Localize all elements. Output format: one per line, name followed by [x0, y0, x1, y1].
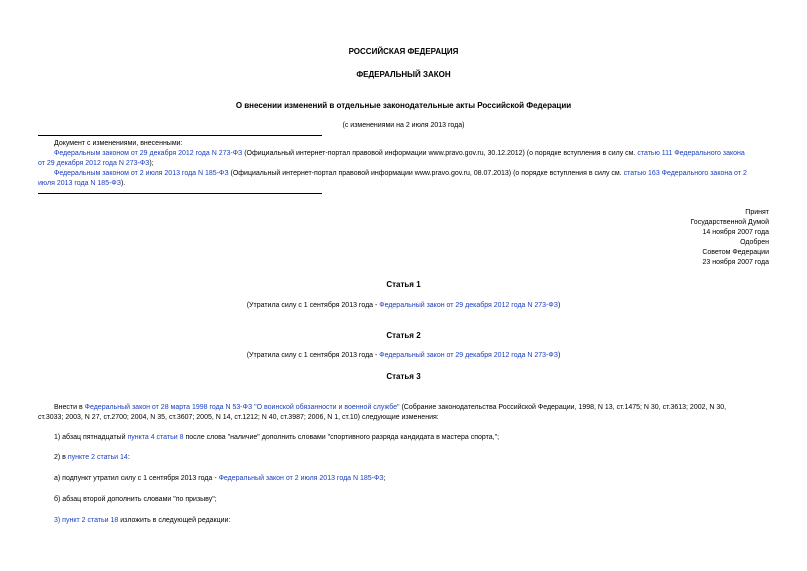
- change-2-text: (Официальный интернет-портал правовой информации www.pravo.gov.ru, 08.07.2013) (о порядке вступления в силу см.: [228, 170, 624, 177]
- article-3-p1-pre: Внести в: [54, 404, 85, 411]
- article-3-heading: Статья 3: [386, 372, 421, 381]
- article-2-text: [0, 351, 807, 361]
- bottom-divider: [38, 193, 322, 194]
- adoption-line-2: Государственной Думой: [690, 219, 769, 226]
- item-1-link[interactable]: пункта 4 статьи 8: [127, 434, 184, 441]
- changes-intro: Документ с изменениями, внесенными:: [54, 140, 183, 147]
- item-5-post: изложить в следующей редакции:: [118, 517, 231, 524]
- change-2-article-link-cont[interactable]: июля 2013 года N 185-ФЗ: [38, 180, 121, 187]
- change-item-2-cont: [38, 179, 125, 189]
- change-1-article-link-cont[interactable]: от 29 декабря 2012 года N 273-ФЗ: [38, 160, 150, 167]
- article-2-post: ): [557, 352, 561, 359]
- change-item-1-cont: [38, 159, 154, 169]
- item-2-link[interactable]: пункте 2 статьи 14: [67, 454, 128, 461]
- item-3-pre: а) подпункт утратил силу с 1 сентября 2013 года -: [54, 475, 219, 482]
- country-heading: РОССИЙСКАЯ ФЕДЕРАЦИЯ: [348, 47, 459, 56]
- article-3-paragraph-1-cont: ст.3033; 2003, N 27, ст.2700; 2004, N 35, ст.3607; 2005, N 14, ст.1212; N 40, ст.3987; 2006, N 1, ст.10) следующие изменения:: [38, 414, 439, 421]
- article-3-item-3: [54, 474, 386, 484]
- change-1-text: (Официальный интернет-портал правовой информации www.pravo.gov.ru, 30.12.2012) (о порядке вступления в силу см.: [242, 150, 638, 157]
- adoption-block: [569, 208, 769, 268]
- item-3-post: ;: [383, 475, 386, 482]
- article-3-item-2: [54, 453, 130, 463]
- item-1-pre: 1) абзац пятнадцатый: [54, 434, 128, 441]
- adoption-line-1: Принят: [745, 209, 769, 216]
- article-1-link[interactable]: Федеральный закон от 29 декабря 2012 года N 273-ФЗ: [379, 302, 558, 309]
- item-2-pre: 2) в: [54, 454, 68, 461]
- article-3-paragraph-1: [54, 403, 726, 413]
- document-title: О внесении изменений в отдельные законодательные акты Российской Федерации: [235, 101, 572, 110]
- change-item-1: [54, 149, 745, 159]
- article-2-heading: Статья 2: [386, 331, 421, 340]
- change-1-article-link[interactable]: статью 111 Федерального закона: [637, 150, 745, 157]
- item-3-link[interactable]: Федеральный закон от 2 июля 2013 года N 185-ФЗ: [218, 475, 384, 482]
- article-3-item-1: [54, 433, 499, 443]
- article-1-text: [0, 301, 807, 311]
- doc-type-heading: ФЕДЕРАЛЬНЫЙ ЗАКОН: [356, 70, 451, 79]
- document-subtitle: (с изменениями на 2 июля 2013 года): [342, 122, 465, 129]
- change-2-tail: ).: [120, 180, 126, 187]
- item-2-post: :: [127, 454, 130, 461]
- item-5-link[interactable]: 3) пункт 2 статьи 18: [54, 517, 119, 524]
- article-3-item-4: б) абзац второй дополнить словами "по призыву";: [54, 496, 217, 503]
- adoption-line-3: 14 ноября 2007 года: [702, 229, 769, 236]
- adoption-line-5: Советом Федерации: [702, 249, 769, 256]
- article-3-p1-post: (Собрание законодательства Российской Федерации, 1998, N 13, ст.1475; N 30, ст.3613; 2002, N 30,: [399, 404, 727, 411]
- adoption-line-6: 23 ноября 2007 года: [702, 259, 769, 266]
- adoption-line-4: Одобрен: [740, 239, 769, 246]
- change-item-2: [54, 169, 747, 179]
- article-2-link[interactable]: Федеральный закон от 29 декабря 2012 года N 273-ФЗ: [379, 352, 558, 359]
- article-1-post: ): [557, 302, 561, 309]
- item-1-post: после слова "наличие" дополнить словами "спортивного разряда кандидата в мастера спорта,";: [183, 434, 500, 441]
- top-divider: [38, 135, 322, 136]
- change-1-tail: );: [149, 160, 154, 167]
- article-3-item-5: [54, 516, 230, 526]
- article-2-pre: (Утратила силу с 1 сентября 2013 года -: [246, 352, 380, 359]
- change-1-link[interactable]: Федеральным законом от 29 декабря 2012 года N 273-ФЗ: [54, 150, 243, 157]
- article-3-law-link[interactable]: Федеральный закон от 28 марта 1998 года N 53-ФЗ "О воинской обязанности и военной службе": [84, 404, 400, 411]
- change-2-link[interactable]: Федеральным законом от 2 июля 2013 года N 185-ФЗ: [54, 170, 229, 177]
- change-2-article-link[interactable]: статью 163 Федерального закона от 2: [623, 170, 747, 177]
- article-1-heading: Статья 1: [386, 280, 421, 289]
- article-1-pre: (Утратила силу с 1 сентября 2013 года -: [246, 302, 380, 309]
